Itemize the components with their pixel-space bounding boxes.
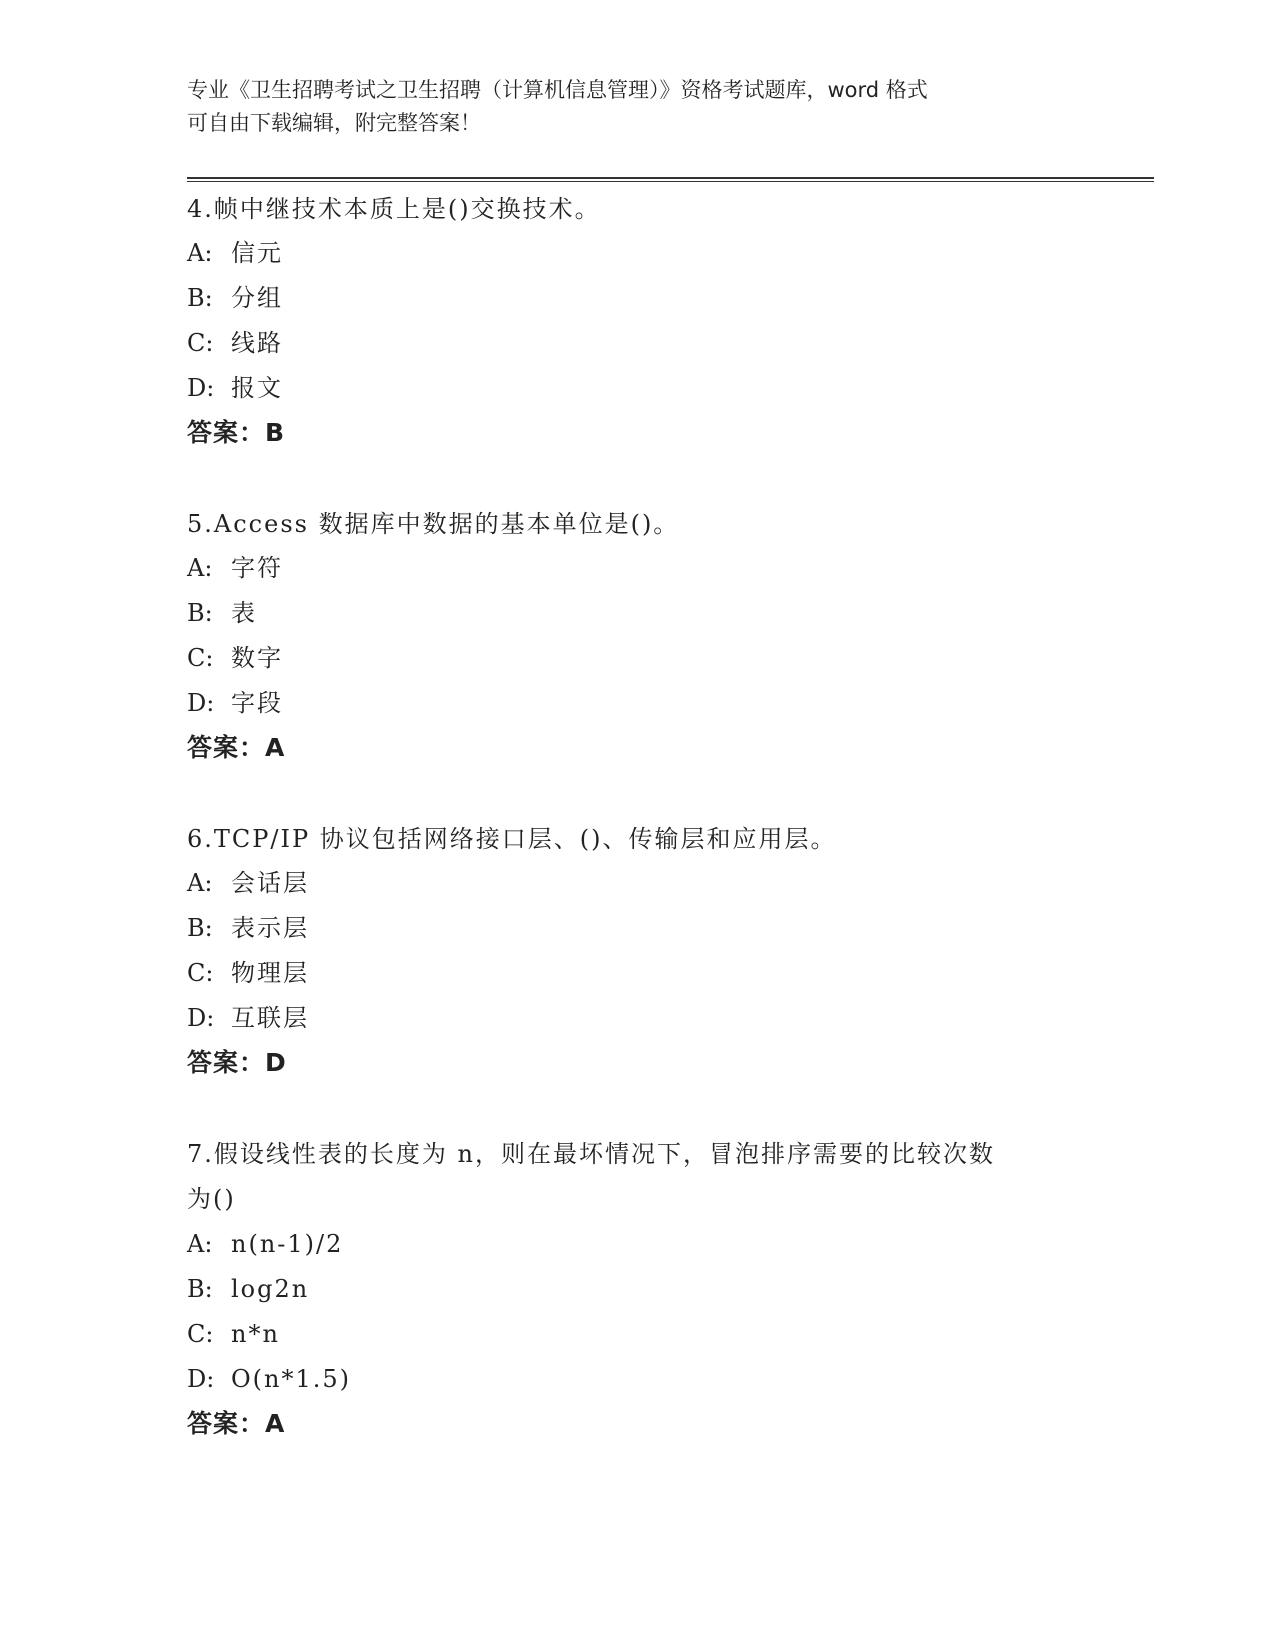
divider-rule-bottom: [187, 181, 1154, 182]
question-7-option-d: [187, 1364, 351, 1394]
option-key: A:: [187, 554, 213, 582]
option-key: D:: [187, 1365, 215, 1393]
question-4-option-a: [187, 238, 283, 268]
option-text: 字段: [231, 689, 283, 717]
option-key: B:: [187, 599, 213, 627]
option-key: B:: [187, 1275, 213, 1303]
question-5-option-c: [187, 643, 283, 673]
option-text: 线路: [231, 329, 283, 357]
question-5-option-a: [187, 553, 283, 583]
option-text: log2n: [231, 1275, 310, 1303]
option-text: 数字: [231, 644, 283, 672]
question-6-option-d: [187, 1003, 309, 1033]
option-text: 报文: [231, 374, 283, 402]
header-line-1: 专业《卫生招聘考试之卫生招聘（计算机信息管理）》资格考试题库，word 格式: [187, 78, 928, 102]
document-header: [187, 74, 1087, 140]
option-text: 物理层: [231, 959, 309, 987]
question-7-text-line-1: 7.假设线性表的长度为 n，则在最坏情况下，冒泡排序需要的比较次数: [187, 1140, 995, 1168]
option-text: 会话层: [231, 869, 309, 897]
question-6-option-c: [187, 958, 309, 988]
question-4-answer: 答案：B: [187, 418, 286, 447]
header-line-2: 可自由下载编辑，附完整答案！: [187, 111, 481, 135]
option-text: 分组: [231, 284, 283, 312]
question-7-text-line-2: 为(): [187, 1185, 236, 1213]
question-4-text: 4.帧中继技术本质上是()交换技术。: [187, 195, 601, 223]
option-key: C:: [187, 644, 214, 672]
question-4-option-b: [187, 283, 283, 313]
option-text: 表: [231, 599, 257, 627]
question-5-option-b: [187, 598, 257, 628]
option-key: D:: [187, 374, 215, 402]
question-5-option-d: [187, 688, 283, 718]
option-text: n(n-1)/2: [231, 1230, 344, 1258]
option-key: A:: [187, 869, 213, 897]
question-6-option-a: [187, 868, 309, 898]
option-key: A:: [187, 239, 213, 267]
option-key: B:: [187, 914, 213, 942]
option-key: D:: [187, 1004, 215, 1032]
option-key: C:: [187, 959, 214, 987]
question-5-text: 5.Access 数据库中数据的基本单位是()。: [187, 510, 680, 538]
question-7-option-a: [187, 1229, 343, 1259]
question-7-option-c: [187, 1319, 280, 1349]
question-6-answer: 答案：D: [187, 1048, 287, 1077]
option-text: 互联层: [231, 1004, 309, 1032]
option-key: C:: [187, 1320, 214, 1348]
question-5-answer: 答案：A: [187, 733, 286, 762]
divider-rule-top: [187, 177, 1154, 179]
option-key: D:: [187, 689, 215, 717]
question-7-answer: 答案：A: [187, 1409, 286, 1438]
option-text: 表示层: [231, 914, 309, 942]
option-text: 字符: [231, 554, 283, 582]
question-7-option-b: [187, 1274, 309, 1304]
option-text: 信元: [231, 239, 283, 267]
question-6-option-b: [187, 913, 309, 943]
option-text: n*n: [231, 1320, 280, 1348]
option-key: B:: [187, 284, 213, 312]
question-4-option-c: [187, 328, 283, 358]
option-key: C:: [187, 329, 214, 357]
question-4-option-d: [187, 373, 283, 403]
option-key: A:: [187, 1230, 213, 1258]
question-6-text: 6.TCP/IP 协议包括网络接口层、()、传输层和应用层。: [187, 825, 837, 853]
option-text: O(n*1.5): [231, 1365, 352, 1393]
